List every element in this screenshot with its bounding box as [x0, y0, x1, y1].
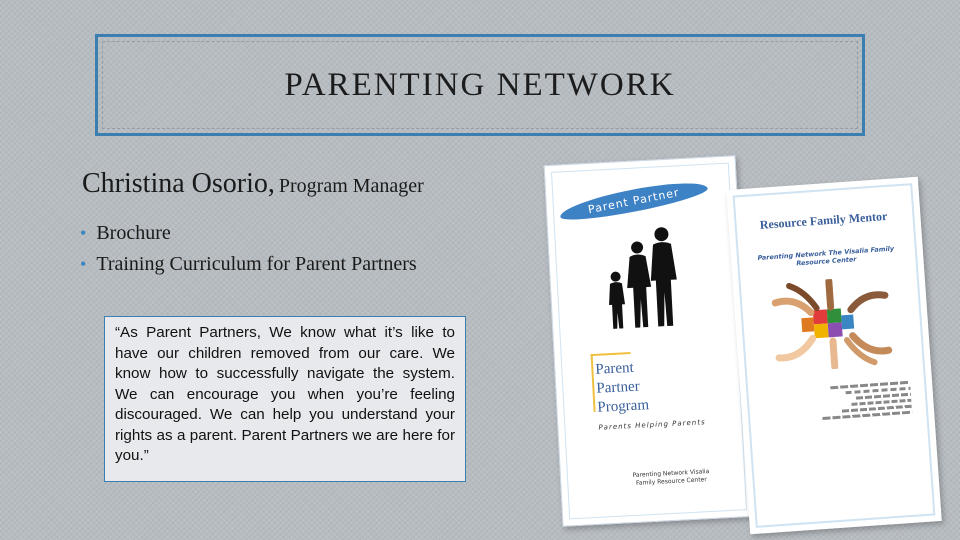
brochure-tagline: Parents Helping Parents: [598, 418, 706, 432]
bullet-text: Training Curriculum for Parent Partners: [96, 253, 417, 275]
bullet-icon: •: [80, 254, 87, 274]
brochure-title-line: Partner: [596, 378, 641, 397]
brochure-title: Resource Family Mentor: [759, 208, 888, 232]
family-silhouette-icon: [598, 221, 694, 336]
list-item: [80, 218, 417, 249]
brochure-title-line: Parent: [595, 359, 635, 378]
brochure-footer: Parenting Network Visalia Family Resource Center: [632, 468, 710, 487]
brochure-banner: Parent Partner: [558, 176, 709, 226]
bullet-text: Brochure: [96, 222, 171, 244]
resource-family-brochure: [726, 177, 942, 535]
list-item: [80, 249, 417, 280]
accent-line: [591, 352, 631, 356]
bullet-icon: •: [80, 223, 87, 243]
brochure-title-line: Program: [597, 397, 650, 416]
title-frame: [95, 34, 865, 136]
parent-partner-brochure: [544, 155, 755, 527]
quote-box: “As Parent Partners, We know what it’s like to have our children removed from our care. We know how to successfully navigate the system. We can encourage you when you’re feeling discouraged. We can help you understand your rights as a parent. Parent Partners we are here for you.”: [104, 316, 466, 482]
brochure-title: [595, 358, 650, 418]
brochure-subtitle: Parenting Network The Visalia Family Resource Center: [757, 244, 895, 268]
slide-title: PARENTING NETWORK: [284, 66, 676, 103]
brochure-contact-block: [810, 378, 912, 424]
presenter-role: Program Manager: [278, 175, 424, 197]
presenter-name: Christina Osorio,: [82, 168, 275, 199]
presenter-line: [82, 168, 424, 200]
bullet-list: [80, 218, 417, 280]
puzzle-hands-icon: [769, 275, 895, 373]
